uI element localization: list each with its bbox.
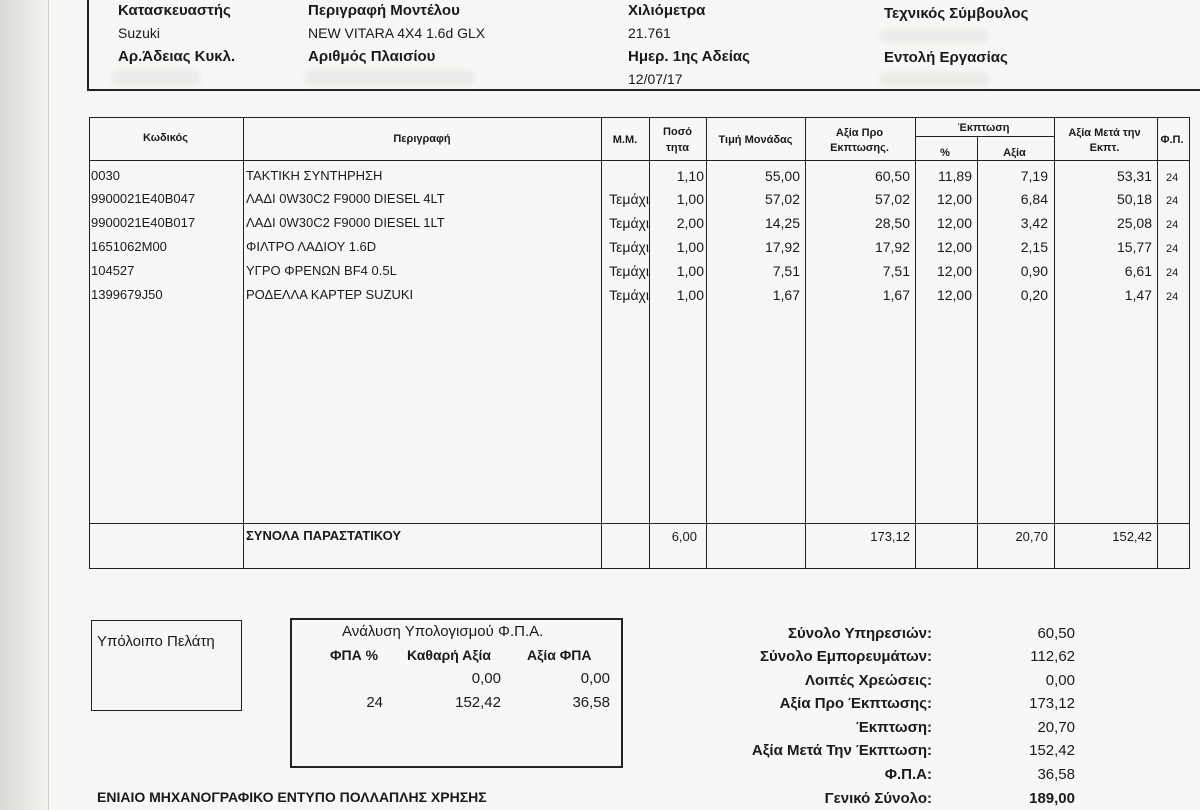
summary-label: Αξία Προ Έκπτωσης: <box>779 695 932 712</box>
col-vat: Φ.Π. <box>1160 134 1184 146</box>
cell-vat: 24 <box>1166 219 1179 231</box>
km-label: Χιλιόμετρα <box>628 2 706 19</box>
summary-label: Σύνολο Εμπορευμάτων: <box>760 648 932 665</box>
cell-value-after: 53,31 <box>1116 168 1152 184</box>
cell-vat: 24 <box>1166 291 1179 303</box>
col-code: Κωδικός <box>143 132 188 144</box>
model-label: Περιγραφή Μοντέλου <box>308 2 460 19</box>
col-discount: Έκπτωση <box>957 122 1010 134</box>
cell-code: 1651062M00 <box>91 239 167 254</box>
cell-value-before: 1,67 <box>882 287 910 303</box>
col-qty-1: Ποσό <box>663 126 692 138</box>
col-value-after-2: Εκπτ. <box>1089 142 1120 154</box>
cell-value-before: 57,02 <box>874 191 910 207</box>
summary-value: 20,70 <box>1037 719 1075 736</box>
cell-description: ΦΙΛΤΡΟ ΛΑΔΙΟΥ 1.6D <box>246 239 377 254</box>
cell-qty: 1,00 <box>676 191 704 207</box>
vin-label: Αριθμός Πλαισίου <box>308 48 436 65</box>
cell-unit-price: 1,67 <box>772 287 800 303</box>
model-value: NEW VITARA 4X4 1.6d GLX <box>308 25 486 41</box>
col-qty-2: τητα <box>666 142 689 154</box>
cell-value-after: 6,61 <box>1124 263 1152 279</box>
summary-value: 60,50 <box>1037 625 1075 642</box>
cell-description: ΡΟΔΕΛΛΑ ΚΑΡΤΕΡ SUZUKI <box>246 287 414 302</box>
vat-col-net: Καθαρή Αξία <box>407 647 491 663</box>
manufacturer-label: Κατασκευαστής <box>118 2 231 19</box>
summary-label: Γενικό Σύνολο: <box>824 790 932 807</box>
vat-row-2-net: 152,42 <box>455 694 501 711</box>
col-unit: Μ.Μ. <box>612 134 638 146</box>
col-discount-value: Αξία <box>1003 147 1026 159</box>
cell-disc-pct: 12,00 <box>936 287 972 303</box>
summary-label: Αξία Μετά Την Έκπτωση: <box>751 742 932 759</box>
cell-unit: Τεμάχι <box>609 215 649 231</box>
cell-value-after: 25,08 <box>1116 215 1152 231</box>
vat-col-vat: Αξία ΦΠΑ <box>527 647 592 663</box>
advisor-label: Τεχνικός Σύμβουλος <box>884 5 1029 22</box>
cell-description: ΛΑΔΙ 0W30C2 F9000 DIESEL 4LT <box>246 191 445 206</box>
cell-vat: 24 <box>1166 195 1179 207</box>
summary-label: Σύνολο Υπηρεσιών: <box>788 625 932 642</box>
cell-qty: 1,00 <box>676 287 704 303</box>
summary-value: 112,62 <box>1030 648 1075 665</box>
manufacturer-value: Suzuki <box>118 25 161 41</box>
footer-text: ΕΝΙΑΙΟ ΜΗΧΑΝΟΓΡΑΦΙΚΟ ΕΝΤΥΠΟ ΠΟΛΛΑΠΛΗΣ ΧΡΗΣΗΣ <box>97 789 487 805</box>
col-value-before-1: Αξία Προ <box>835 127 884 139</box>
km-value: 21.761 <box>628 25 671 41</box>
vat-col-pct: ΦΠΑ % <box>330 647 379 663</box>
plate-label: Αρ.Άδειας Κυκλ. <box>118 48 236 65</box>
col-unit-price: Τιμή Μονάδας <box>718 134 793 146</box>
cell-unit-price: 14,25 <box>764 215 800 231</box>
cell-unit-price: 57,02 <box>764 191 800 207</box>
vat-row-1-vat: 0,00 <box>580 670 610 687</box>
vat-row-1-net: 0,00 <box>471 670 501 687</box>
cell-unit-price: 17,92 <box>764 239 800 255</box>
cell-disc-pct: 12,00 <box>936 215 972 231</box>
cell-code: 1399679J50 <box>91 287 163 302</box>
cell-disc-value: 6,84 <box>1020 191 1048 207</box>
summary-value: 173,12 <box>1029 695 1075 712</box>
cell-value-after: 1,47 <box>1124 287 1152 303</box>
first-reg-value: 12/07/17 <box>628 71 683 87</box>
cell-code: 9900021E40B047 <box>91 191 196 206</box>
summary-label: Λοιπές Χρεώσεις: <box>805 672 932 689</box>
cell-unit-price: 7,51 <box>772 263 800 279</box>
cell-vat: 24 <box>1166 243 1179 255</box>
cell-description: ΛΑΔΙ 0W30C2 F9000 DIESEL 1LT <box>246 215 445 230</box>
cell-vat: 24 <box>1166 267 1179 279</box>
vat-row-2-pct: 24 <box>366 694 383 711</box>
cell-value-after: 50,18 <box>1116 191 1152 207</box>
cell-disc-pct: 12,00 <box>936 239 972 255</box>
cell-unit: Τεμάχι <box>609 287 649 303</box>
vat-analysis-title: Ανάλυση Υπολογισμού Φ.Π.Α. <box>342 623 544 640</box>
redacted-vin <box>305 70 475 86</box>
cell-code: 104527 <box>91 263 135 278</box>
cell-qty: 2,00 <box>676 215 704 231</box>
redacted-advisor <box>880 29 990 43</box>
cell-qty: 1,00 <box>676 239 704 255</box>
cell-unit: Τεμάχι <box>609 191 649 207</box>
cell-disc-pct: 11,89 <box>938 168 972 184</box>
cell-value-before: 7,51 <box>882 263 910 279</box>
items-table <box>89 117 1190 569</box>
cell-value-before: 60,50 <box>874 168 910 184</box>
cell-disc-value: 3,42 <box>1020 215 1048 231</box>
cell-value-before: 28,50 <box>874 215 910 231</box>
cell-description: ΤΑΚΤΙΚΗ ΣΥΝΤΗΡΗΣΗ <box>246 168 383 183</box>
cell-disc-value: 0,90 <box>1020 263 1048 279</box>
cell-disc-value: 7,19 <box>1020 168 1048 184</box>
totals-discount-value: 20,70 <box>1015 529 1048 544</box>
cell-disc-value: 0,20 <box>1020 287 1048 303</box>
work-order-label: Εντολή Εργασίας <box>884 49 1008 66</box>
cell-code: 9900021E40B017 <box>91 215 196 230</box>
first-reg-label: Ημερ. 1ης Αδείας <box>628 48 750 65</box>
cell-qty: 1,10 <box>676 168 704 184</box>
cell-value-before: 17,92 <box>874 239 910 255</box>
summary-label: Έκπτωση: <box>855 719 932 736</box>
summary-value: 36,58 <box>1037 766 1075 783</box>
summary-value: 152,42 <box>1029 742 1075 759</box>
cell-value-after: 15,77 <box>1116 239 1152 255</box>
redacted-plate <box>112 70 200 86</box>
cell-disc-pct: 12,00 <box>936 191 972 207</box>
summary-value: 0,00 <box>1045 672 1075 689</box>
cell-code: 0030 <box>91 168 120 183</box>
col-discount-pct: % <box>940 147 950 159</box>
cell-disc-value: 2,15 <box>1020 239 1048 255</box>
cell-qty: 1,00 <box>676 263 704 279</box>
redacted-work-order <box>880 72 990 86</box>
cell-unit: Τεμάχι <box>609 263 649 279</box>
cell-description: ΥΓΡΟ ΦΡΕΝΩΝ BF4 0.5L <box>246 263 397 278</box>
totals-qty: 6,00 <box>671 529 697 544</box>
col-value-after-1: Αξία Μετά την <box>1068 127 1141 139</box>
cell-disc-pct: 12,00 <box>936 263 972 279</box>
cell-unit: Τεμάχι <box>609 239 649 255</box>
customer-balance-label: Υπόλοιπο Πελάτη <box>97 633 215 650</box>
totals-label: ΣΥΝΟΛΑ ΠΑΡΑΣΤΑΤΙΚΟΥ <box>246 528 402 543</box>
page-fold-line <box>48 0 49 810</box>
vat-row-2-vat: 36,58 <box>572 694 610 711</box>
page-fold-shadow <box>0 0 48 810</box>
summary-label: Φ.Π.Α: <box>884 766 932 783</box>
totals-value-before: 173,12 <box>870 529 910 544</box>
col-value-before-2: Εκπτωσης. <box>830 142 889 154</box>
totals-value-after: 152,42 <box>1112 529 1152 544</box>
cell-unit-price: 55,00 <box>764 168 800 184</box>
summary-value: 189,00 <box>1029 790 1075 807</box>
cell-vat: 24 <box>1166 172 1179 184</box>
col-description: Περιγραφή <box>393 133 451 145</box>
